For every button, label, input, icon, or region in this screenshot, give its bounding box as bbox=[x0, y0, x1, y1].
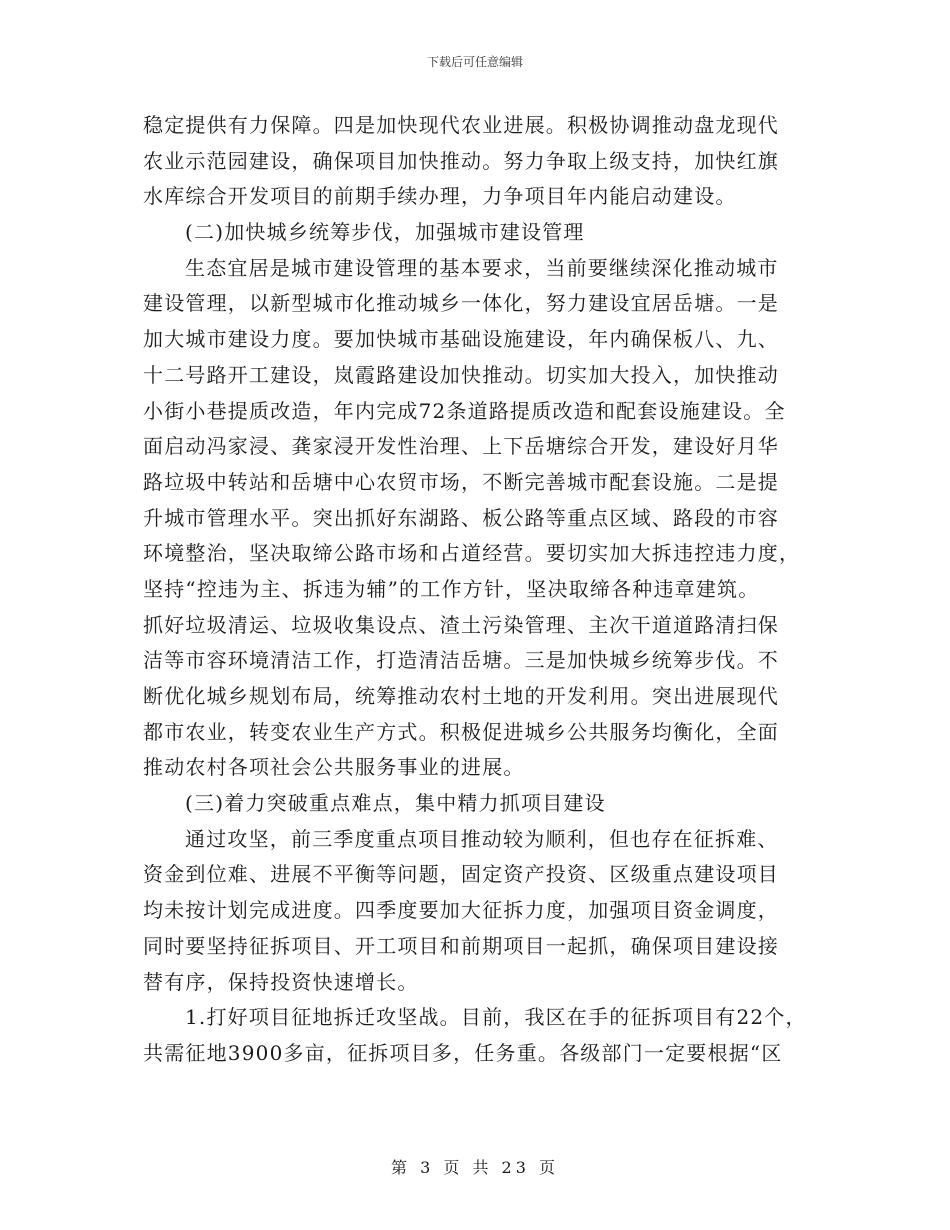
text-line: 抓好垃圾清运、垃圾收集设点、渣土污染管理、主次干道道路清扫保 bbox=[143, 612, 779, 637]
text-line: 加大城市建设力度。要加快城市基础设施建设，年内确保板八、九、 bbox=[143, 327, 779, 352]
text-line: 农业示范园建设，确保项目加快推动。努力争取上级支持，加快红旗 bbox=[143, 148, 779, 173]
text-line: 水库综合开发项目的前期手续办理，力争项目年内能启动建设。 bbox=[143, 184, 737, 209]
text-line: 推动农村各项社会公共服务事业的进展。 bbox=[143, 755, 525, 780]
text-line: 升城市管理水平。突出抓好东湖路、板公路等重点区域、路段的市容 bbox=[143, 505, 779, 530]
text-line: 面启动冯家浸、龚家浸开发性治理、上下岳塘综合开发，建设好月华 bbox=[143, 434, 779, 459]
page-footer: 第 3 页 共 23 页 bbox=[391, 1158, 559, 1177]
text-line: 通过攻坚，前三季度重点项目推动较为顺利，但也存在征拆难、 bbox=[185, 826, 779, 851]
text-line: (三)着力突破重点难点，集中精力抓项目建设 bbox=[185, 791, 606, 816]
text-line: 洁等市容环境清洁工作，打造清洁岳塘。三是加快城乡统筹步伐。不 bbox=[143, 648, 779, 673]
text-line: 1.打好项目征地拆迁攻坚战。目前，我区在手的征拆项目有22个， bbox=[185, 1005, 807, 1030]
text-line: (二)加快城乡统筹步伐，加强城市建设管理 bbox=[185, 220, 585, 245]
text-line: 同时要坚持征拆项目、开工项目和前期项目一起抓，确保项目建设接 bbox=[143, 933, 779, 958]
text-line: 都市农业，转变农业生产方式。积极促进城乡公共服务均衡化，全面 bbox=[143, 719, 779, 744]
text-line: 环境整治，坚决取缔公路市场和占道经营。要切实加大拆违控违力度， bbox=[143, 541, 801, 566]
text-line: 坚持“控违为主、拆违为辅”的工作方针，坚决取缔各种违章建筑。 bbox=[143, 576, 760, 601]
text-line: 小街小巷提质改造，年内完成72条道路提质改造和配套设施建设。全 bbox=[143, 398, 786, 423]
page-header: 下载后可任意编辑 bbox=[426, 55, 523, 69]
text-line: 断优化城乡规划布局，统筹推动农村土地的开发利用。突出进展现代 bbox=[143, 684, 779, 708]
text-line: 共需征地3900多亩，征拆项目多，任务重。各级部门一定要根据“区 bbox=[143, 1040, 783, 1065]
text-line: 十二号路开工建设，岚霞路建设加快推动。切实加大投入，加快推动 bbox=[143, 362, 779, 387]
text-line: 生态宜居是城市建设管理的基本要求，当前要继续深化推动城市 bbox=[185, 255, 779, 280]
text-line: 替有序，保持投资快速增长。 bbox=[143, 969, 419, 994]
text-line: 路垃圾中转站和岳塘中心农贸市场，不断完善城市配套设施。二是提 bbox=[143, 469, 779, 494]
text-line: 稳定提供有力保障。四是加快现代农业进展。积极协调推动盘龙现代 bbox=[143, 113, 779, 137]
document-body bbox=[143, 108, 810, 1072]
text-line: 资金到位难、进展不平衡等问题，固定资产投资、区级重点建设项目 bbox=[143, 862, 779, 887]
text-line: 建设管理，以新型城市化推动城乡一体化，努力建设宜居岳塘。一是 bbox=[143, 291, 779, 316]
text-line: 均未按计划完成进度。四季度要加大征拆力度，加强项目资金调度， bbox=[143, 898, 779, 923]
